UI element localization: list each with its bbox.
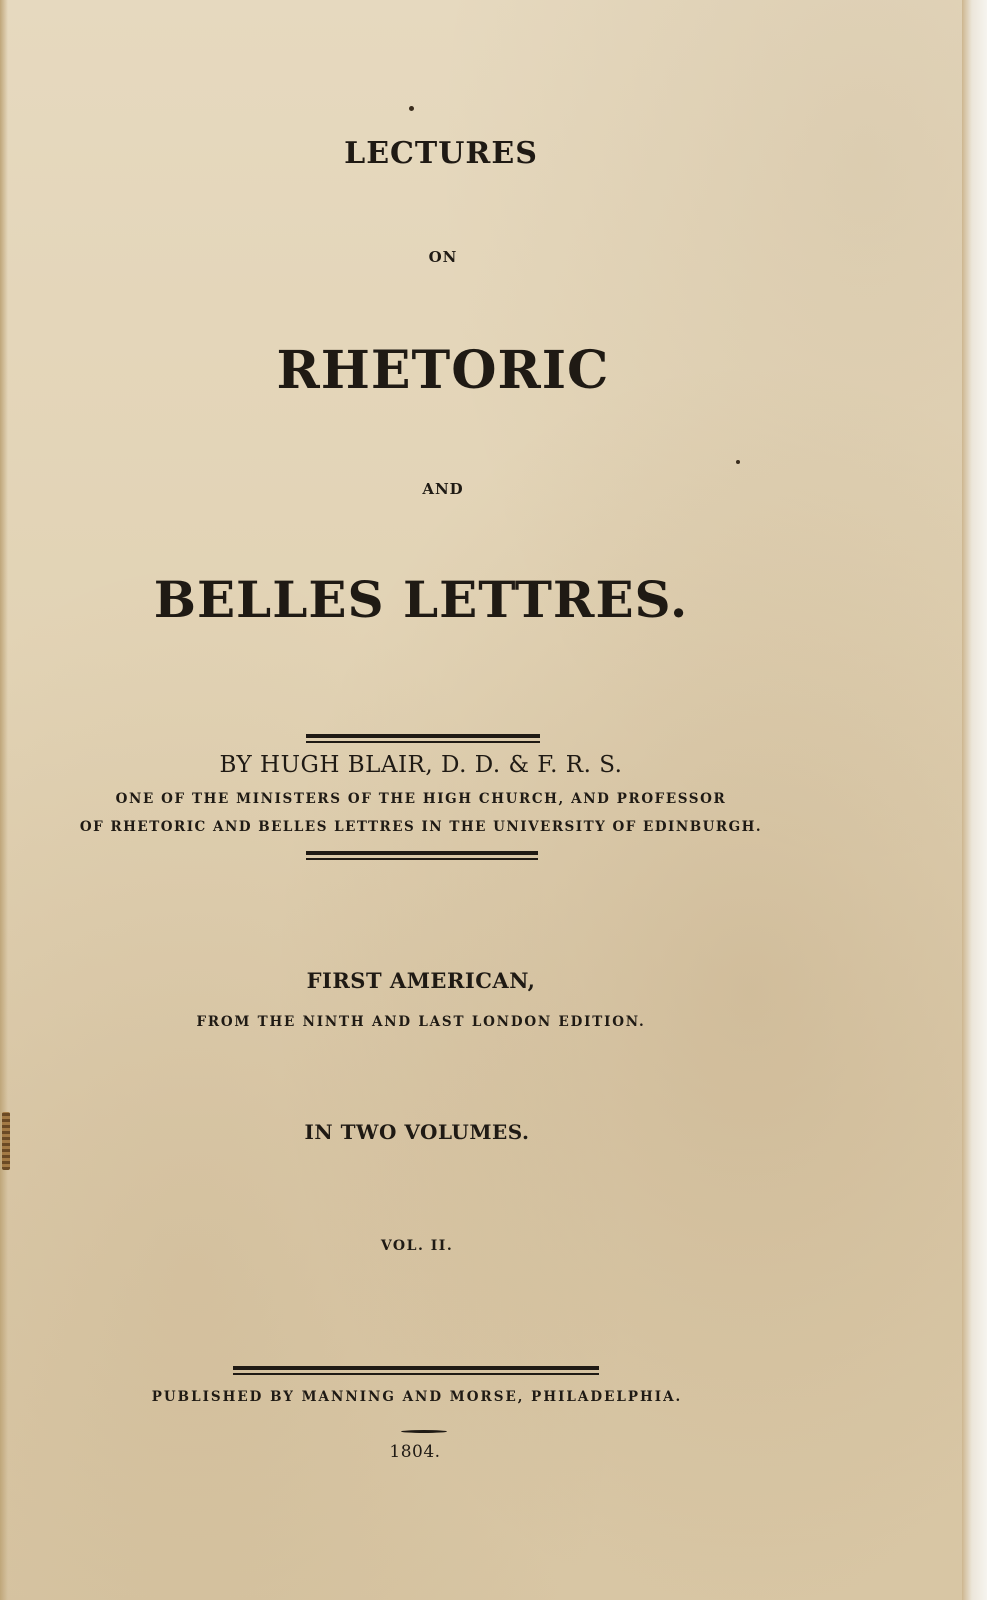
ink-speck	[736, 460, 740, 464]
volumes-line: IN TWO VOLUMES.	[304, 1120, 530, 1144]
author-line: BY HUGH BLAIR, D. D. & F. R. S.	[219, 752, 623, 778]
edition-line: FIRST AMERICAN,	[306, 968, 536, 993]
publication-year: 1804.	[389, 1442, 441, 1462]
author-role-line: OF RHETORIC AND BELLES LETTRES IN THE UNIVERSITY OF EDINBURGH.	[79, 819, 763, 835]
title-line-on: ON	[428, 248, 458, 266]
double-rule-divider	[306, 734, 540, 743]
background-edge	[962, 0, 987, 1600]
volume-number: VOL. II.	[380, 1238, 454, 1254]
double-rule-divider	[233, 1366, 599, 1375]
title-line-lectures: LECTURES	[344, 136, 538, 171]
publisher-imprint: PUBLISHED BY MANNING AND MORSE, PHILADELPHIA.	[151, 1389, 683, 1405]
ink-speck	[409, 106, 414, 111]
title-line-rhetoric: RHETORIC	[276, 340, 610, 401]
ornamental-dash	[401, 1430, 447, 1433]
author-role-line: ONE OF THE MINISTERS OF THE HIGH CHURCH, AND PROFESSOR	[115, 791, 727, 807]
double-rule-divider	[306, 851, 538, 860]
title-line-belles-lettres: BELLES LETTRES.	[153, 570, 689, 629]
title-line-and: AND	[422, 480, 464, 498]
edition-source-line: FROM THE NINTH AND LAST LONDON EDITION.	[196, 1014, 646, 1030]
